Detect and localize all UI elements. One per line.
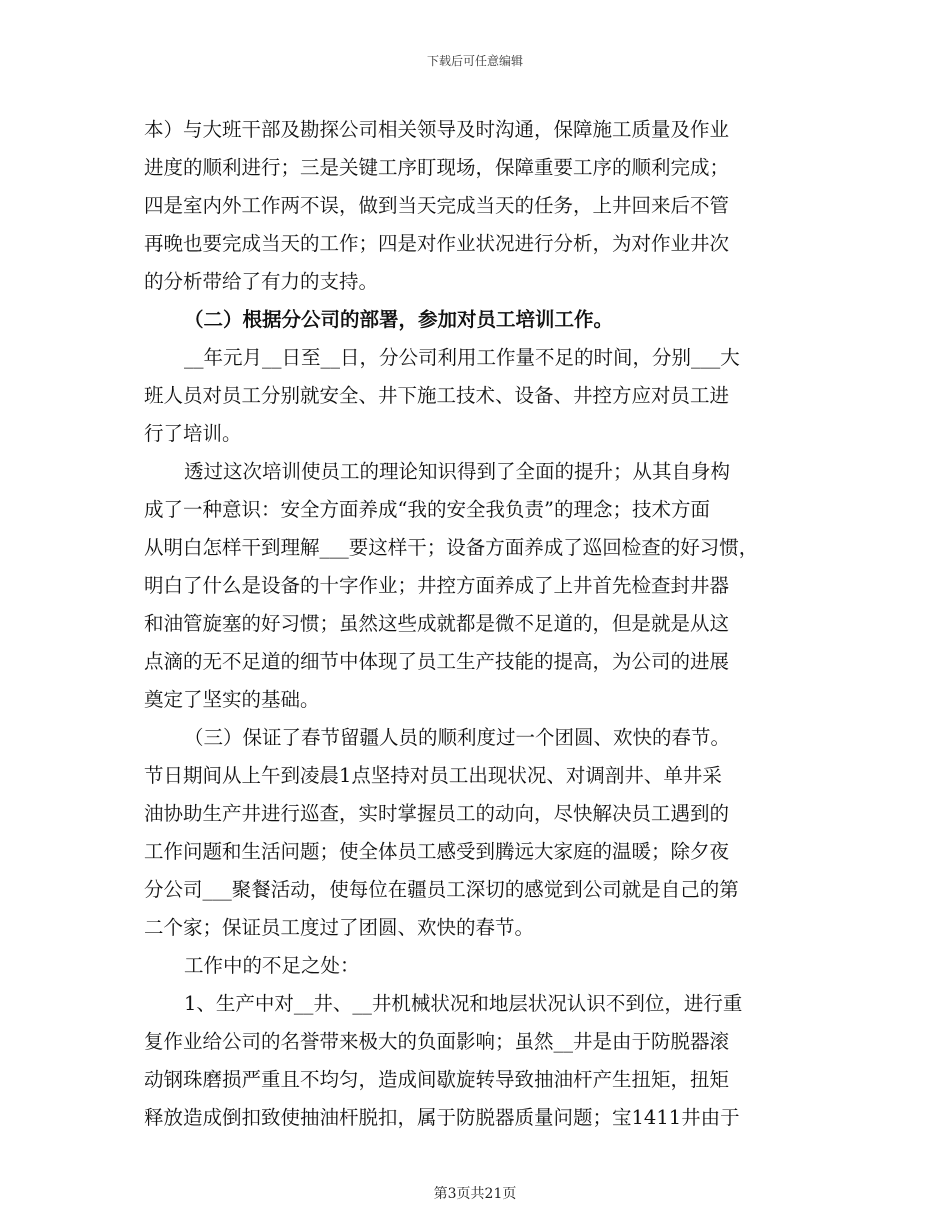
body-text-line: 1、生产中对__井、__井机械状况和地层状况认识不到位，进行重 [184, 992, 743, 1015]
body-text-line: 工作问题和生活问题；使全体员工感受到腾远大家庭的温暖；除夕夜 [144, 840, 730, 863]
body-text-line: 明白了什么是设备的十字作业；井控方面养成了上井首先检查封井器 [144, 574, 730, 597]
body-text-line: 二个家；保证员工度过了团圆、欢快的春节。 [144, 916, 535, 939]
body-text-line: 透过这次培训使员工的理论知识得到了全面的提升；从其自身构 [184, 460, 731, 483]
body-text-line: 进度的顺利进行；三是关键工序盯现场，保障重要工序的顺利完成； [144, 156, 730, 179]
page-footer-page-number: 第3页共21页 [433, 1186, 517, 1202]
body-text-line: 点滴的无不足道的细节中体现了员工生产技能的提高，为公司的进展 [144, 650, 730, 673]
body-text-line: 成了一种意识：安全方面养成“我的安全我负责”的理念；技术方面 [144, 498, 710, 521]
body-text-line: 动钢珠磨损严重且不均匀，造成间歇旋转导致抽油杆产生扭矩，扭矩 [144, 1068, 730, 1091]
body-text-line: 油协助生产井进行巡查，实时掌握员工的动向，尽快解决员工遇到的 [144, 802, 730, 825]
body-text-line: __年元月__日至__日，分公司利用工作量不足的时间，分别___大 [184, 346, 740, 369]
body-text-line: 本）与大班干部及勘探公司相关领导及时沟通，保障施工质量及作业 [144, 118, 730, 141]
body-text-line: 四是室内外工作两不误，做到当天完成当天的任务，上井回来后不管 [144, 194, 730, 217]
body-text-line: 释放造成倒扣致使抽油杆脱扣，属于防脱器质量问题；宝1411井由于 [144, 1106, 740, 1129]
section-heading-line: （二）根据分公司的部署，参加对员工培训工作。 [184, 308, 614, 331]
body-text-line: 从明白怎样干到理解___要这样干；设备方面养成了巡回检查的好习惯， [144, 536, 759, 559]
body-text-line: 班人员对员工分别就安全、井下施工技术、设备、井控方应对员工进 [144, 384, 730, 407]
page-header: 下载后可任意编辑 [426, 54, 523, 68]
body-text-line: 和油管旋塞的好习惯；虽然这些成就都是微不足道的，但是就是从这 [144, 612, 730, 635]
body-text-line: 复作业给公司的名誉带来极大的负面影响；虽然__井是由于防脱器滚 [144, 1030, 730, 1053]
body-text-line: 行了培训。 [144, 422, 242, 445]
body-text-line: 再晚也要完成当天的工作；四是对作业状况进行分析，为对作业井次 [144, 232, 730, 255]
document-body [144, 111, 824, 1137]
body-text-line: 分公司___聚餐活动，使每位在疆员工深切的感觉到公司就是自己的第 [144, 878, 739, 901]
body-text-line: 节日期间从上午到凌晨1点坚持对员工出现状况、对调剖井、单井采 [144, 764, 722, 787]
body-text-line: 工作中的不足之处： [184, 954, 360, 977]
body-text-line: （三）保证了春节留疆人员的顺利度过一个团圆、欢快的春节。 [184, 726, 731, 749]
body-text-line: 奠定了坚实的基础。 [144, 688, 320, 711]
body-text-line: 的分析带给了有力的支持。 [144, 270, 379, 293]
